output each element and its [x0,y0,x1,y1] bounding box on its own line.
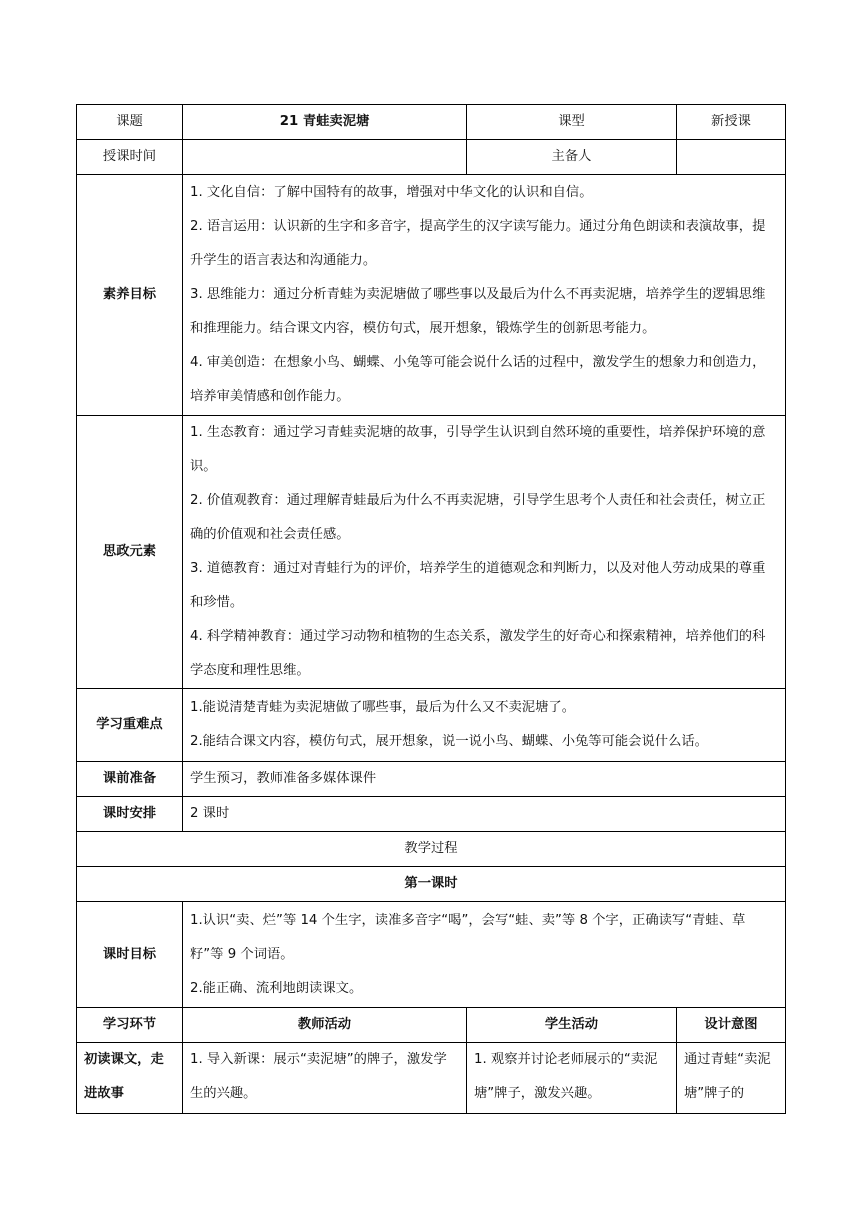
teaching-time-value [183,140,467,175]
lesson-goals-content [183,902,786,1008]
topic-label: 课题 [77,105,183,140]
literacy-goal-item: 2. 语言运用：认识新的生字和多音字，提高学生的汉字读写能力。通过分角色朗读和表演故事，提升学生的语言表达和沟通能力。 [190,219,766,268]
schedule-label: 课时安排 [77,797,183,832]
lesson-goals-label: 课时目标 [77,902,183,1008]
column-header-intent: 设计意图 [677,1008,786,1043]
owner-value [677,140,786,175]
lesson1-title: 第一课时 [77,867,786,902]
literacy-goals-label: 素养目标 [77,175,183,416]
lesson-topic: 21 青蛙卖泥塘 [183,105,467,140]
ideology-element-item: 1. 生态教育：通过学习青蛙卖泥塘的故事，引导学生认识到自然环境的重要性，培养保护环境的意识。 [190,425,766,474]
literacy-goal-item: 3. 思维能力：通过分析青蛙为卖泥塘做了哪些事以及最后为什么不再卖泥塘，培养学生的逻辑思维和推理能力。结合课文内容，模仿句式，展开想象，锻炼学生的创新思考能力。 [190,287,766,336]
lesson-type-label: 课型 [467,105,677,140]
literacy-goal-item: 4. 审美创造：在想象小鸟、蝴蝶、小兔等可能会说什么话的过程中，激发学生的想象力和创造力，培养审美情感和创作能力。 [190,355,766,404]
teacher-activity: 1. 导入新课：展示“卖泥塘”的牌子，激发学生的兴趣。 [190,1052,447,1101]
key-points-content [183,689,786,762]
ideology-element-item: 2. 价值观教育：通过理解青蛙最后为什么不再卖泥塘，引导学生思考个人责任和社会责任，树立正确的价值观和社会责任感。 [190,493,766,542]
literacy-goal-item: 1. 文化自信：了解中国特有的故事，增强对中华文化的认识和自信。 [190,185,593,200]
key-point-item: 1.能说清楚青蛙为卖泥塘做了哪些事，最后为什么又不卖泥塘了。 [190,700,575,715]
lesson-goal-item: 2.能正确、流利地朗读课文。 [190,980,363,996]
student-activity: 1. 观察并讨论老师展示的“卖泥塘”牌子，激发兴趣。 [474,1052,658,1101]
ideology-element-item: 4. 科学精神教育：通过学习动物和植物的生态关系，激发学生的好奇心和探索精神，培养他们的科学态度和理性思维。 [190,629,766,678]
lesson-type: 新授课 [677,105,786,140]
process-title: 教学过程 [77,832,786,867]
stage-name: 初读课文，走进故事 [84,1052,164,1101]
ideology-elements-label: 思政元素 [77,416,183,689]
ideology-element-item: 3. 道德教育：通过对青蛙行为的评价，培养学生的道德观念和判断力，以及对他人劳动成果的尊重和珍惜。 [190,561,766,610]
prep-label: 课前准备 [77,762,183,797]
teaching-time-label: 授课时间 [77,140,183,175]
design-intent: 通过青蛙“卖泥塘”牌子的 [684,1052,771,1101]
key-point-item: 2.能结合课文内容，模仿句式，展开想象，说一说小鸟、蝴蝶、小兔等可能会说什么话。 [190,734,708,749]
ideology-elements-content [183,416,786,689]
owner-label: 主备人 [467,140,677,175]
prep-value: 学生预习，教师准备多媒体课件 [183,762,786,797]
lesson-goal-item: 1.认识“卖、烂”等 14 个生字，读准多音字“喝”，会写“蛙、卖”等 8 个字，正确读写“青蛙、草籽”等 9 个词语。 [190,912,746,962]
column-header-teacher: 教师活动 [183,1008,467,1043]
schedule-value: 2 课时 [183,797,786,832]
column-header-student: 学生活动 [467,1008,677,1043]
lesson-plan-table [76,104,786,1114]
literacy-goals-content [183,175,786,416]
column-header-stage: 学习环节 [77,1008,183,1043]
table-row [77,1043,786,1114]
key-points-label: 学习重难点 [77,689,183,762]
